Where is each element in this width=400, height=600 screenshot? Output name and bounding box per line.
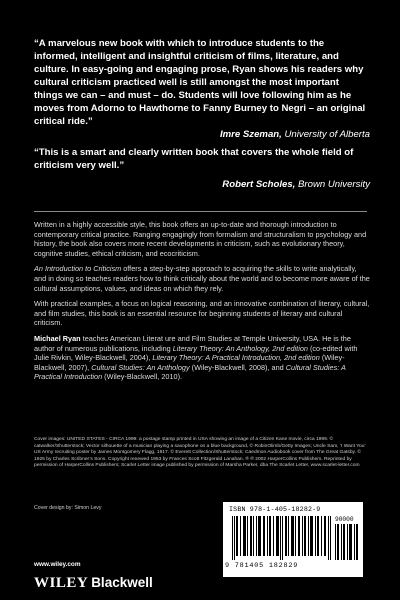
publisher-url: www.wiley.com: [34, 561, 81, 568]
publisher-name: WILEY: [34, 575, 89, 591]
description-paragraph: Written in a highly accessible style, this book offers an up-to-date and thorough introduction to contemporary critical practice. Ranging engagingly from formalism and structuralism to psychology and history, the book also covers more recent developments in criticism, such as evolutionary theory, cognitive studies, ethical criticism, and ecocriticism.: [34, 220, 367, 258]
cover-designer: Cover design by: Simon Levy: [34, 505, 102, 511]
cover-credits: Cover images: UNITED STATES - CIRCA 1999: a postage stamp printed in USA showing an image of a Citizen Kane movie, circa 1999. © catwalker/Shutterstock; Vector silhouette of a musician playing a saxophone on a blue background, © RobinOlimb/Getty Images; Uncle Sam, ‘I Want You’ US Army recruiting poster by James Montgomery Flagg, 1917. © Everett Collection/Shutterstock; Caedmon Audiobook cover from The Great Gatsby. © 1925 by Charles Scribner’s Sons. Copyright renewed 1953 by Frances Scott Fitzgerald Lanahan. ® ℗ 2002 HarperCollins Publishers. Reprinted by permission of HarperCollins Publishers; Scarlet Letter image published by permission of Marsha Parker, dba The Scarlet Letter, www.scarlet-letter.com: [34, 437, 366, 469]
quote-szeman: [34, 37, 370, 141]
quote-author: Imre Szeman,: [219, 129, 282, 140]
description-paragraph: With practical examples, a focus on logical reasoning, and an innovative combination of literary, cultural, and film studies, this book is an essential resource for beginning students of literary and cultural criticism.: [34, 299, 370, 328]
quote-scholes: [34, 146, 370, 191]
quote-attribution: [34, 178, 370, 191]
quote-text: “This is a smart and clearly written book that covers the whole field of criticism very well.”: [34, 147, 354, 171]
author-bio: Michael Ryan teaches American Literat ure and Film Studies at Temple University, USA. He is the author of numerous publications, including Literary Theory: An Anthology, 2nd edition (co-edited with Julie Rivkin, Wiley-Blackwell, 2004), Literary Theory: A Practical Introduction, 2nd edition (Wiley-Blackwell, 2007), Cultural Studies: An Anthology (Wiley-Blackwell, 2008), and Cultural Studies: A Practical Introduction (Wiley-Blackwell, 2010).: [34, 333, 358, 382]
description-paragraph: An Introduction to Criticism offers a step-by-step approach to acquiring the skills to write analytically, and in doing so teaches readers how to think critically about the world and to become more aware of the cultural assumptions, values, and ideas on which they rely.: [34, 264, 370, 293]
quote-affiliation: Brown University: [298, 179, 370, 190]
quote-author: Robert Scholes,: [222, 179, 296, 190]
quote-text: “A marvelous new book with which to introduce students to the informed, intelligent and insightful criticism of films, literature, and culture. In easy-going and engaging prose, Ryan shows his readers why cultural criticism practiced well is still amongst the most important things we can – and must – do. Students will love following him as he moves from Adorno to Hawthorne to Fanny Burney to Negri – an original critical ride.”: [34, 38, 366, 127]
barcode: [223, 502, 363, 577]
quote-attribution: [34, 128, 370, 141]
quote-affiliation: University of Alberta: [284, 129, 370, 140]
book-title: An Introduction to Criticism: [34, 264, 122, 274]
publisher-logo: [34, 574, 153, 592]
ean-barcode-icon: [232, 516, 332, 560]
addon-barcode-icon: [335, 524, 359, 560]
ean-number: 9 781405 182829: [225, 562, 299, 570]
divider: [34, 211, 367, 212]
publisher-imprint: Blackwell: [91, 575, 153, 590]
author-name: Michael Ryan: [34, 333, 81, 343]
price-code: 90000: [335, 516, 354, 523]
isbn-text: ISBN 978-1-405-18282-9: [229, 506, 321, 513]
description: [34, 220, 370, 388]
